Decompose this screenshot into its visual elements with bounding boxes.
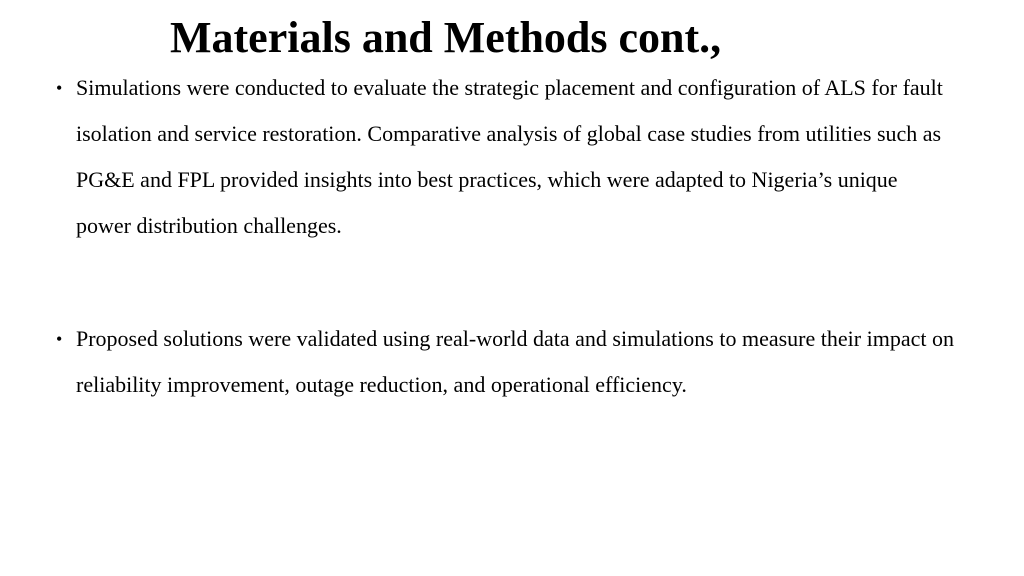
- slide-title: Materials and Methods cont.,: [170, 13, 722, 62]
- bullet-item-validation: [56, 316, 956, 408]
- bullet-point-icon: •: [56, 329, 63, 349]
- bullet-text: Proposed solutions were validated using real-world data and simulations to measure their impact on reliability improvement, outage reduction, and operational efficiency.: [76, 326, 954, 397]
- bullet-text: Simulations were conducted to evaluate the strategic placement and configuration of ALS for fault isolation and service restoration. Comparative analysis of global case studies from utilities such as PG&E and FPL provided insights into best practices, which were adapted to Nigeria’s unique power distribution challenges.: [76, 75, 943, 238]
- bullet-point-icon: •: [56, 78, 63, 98]
- bullet-item-simulations: [56, 65, 956, 249]
